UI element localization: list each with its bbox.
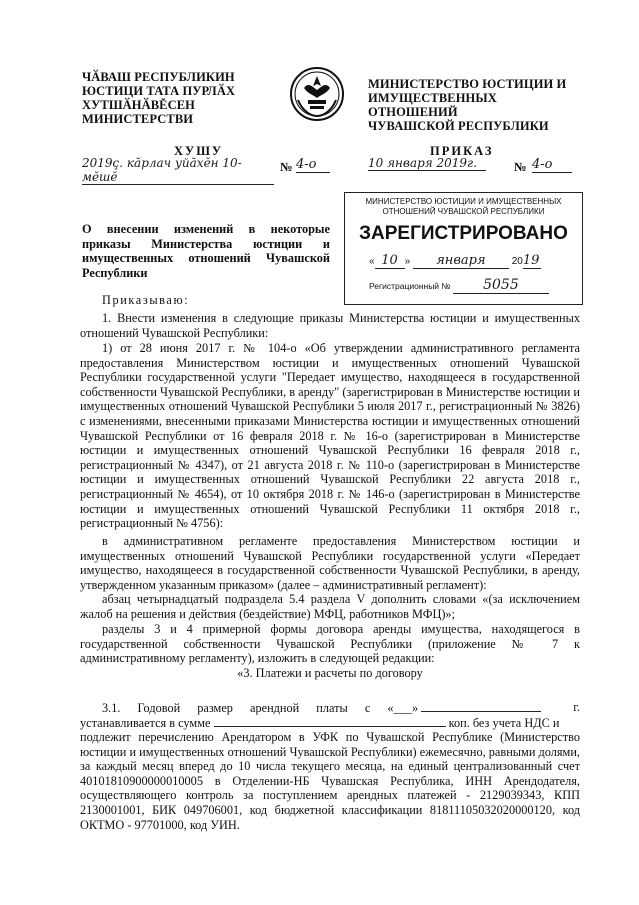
header-right-line: МИНИСТЕРСТВО ЮСТИЦИИ И [368,77,567,91]
order-number-left: 4-о [296,157,330,173]
document-title: О внесении изменений в некоторые приказы Министерства юстиции и имущественных отношений Чувашской Республики [82,222,330,280]
order-verb: Приказываю: [102,293,190,307]
blank-sum [214,715,446,727]
clause-3-1-sum-end: коп. без учета НДС и [448,716,560,730]
clause-3-1-year: г. [573,700,580,714]
blank-date [421,700,541,712]
stamp-year-prefix: 20 [511,256,523,267]
stamp-month: января [413,253,509,269]
order-date-chuvash: 2019ҫ. кӑрлач уйӑхӗн 10-мӗшӗ [82,156,274,185]
header-right-line: ЧУВАШСКОЙ РЕСПУБЛИКИ [368,119,549,133]
header-right-line: ИМУЩЕСТВЕННЫХ ОТНОШЕНИЙ [368,91,497,119]
header-left-line: ЮСТИЦИ ТАТА ПУРЛӐХ [82,84,236,98]
order-title-chuvash: ХУШУ [174,144,224,158]
clause-3-1-sum-label: устанавливается в сумме [80,716,211,730]
stamp-day: 10 [375,253,405,269]
stamp-year: 19 [522,253,540,268]
paragraph: подлежит перечислению Арендатором в УФК по Чувашской Республике (Министерство юстиции и имущественных отношений Чувашской Республики) ежемесячно, равными долями, за каждый месяц вперед до 10 числа текущего месяца, на единый централизованный счет 40101810900000010005 в Отделении-НБ Чувашская Республика, ИНН Арендодателя, осуществляющего контроль за поступлением арендных платежей - 2129039343, КПП 2130001001, БИК 049706001, код бюджетной классификации 81811105032020000120, код ОКТМО - 97701000, код УИН. [80,730,580,832]
stamp-reg-number: 5055 [453,277,549,294]
clause-3-1-line1 [80,700,580,716]
paragraph: 1. Внести изменения в следующие приказы Министерства юстиции и имущественных отношений Чувашской Республики: [80,311,580,340]
header-left-line: ЧӐВАШ РЕСПУБЛИКИН [82,70,235,84]
paragraph: разделы 3 и 4 примерной формы договора аренды имущества, находящегося в государственной собственности Чувашской Республики (приложение № 7 к административному регламенту), изложить в следующей редакции: [80,622,580,666]
stamp-reg-label: Регистрационный № [369,281,451,291]
order-number-label-right: № [514,160,527,174]
paragraph: абзац четырнадцатый подраздела 5.4 раздела V дополнить словами «(за исключением жалоб на решения и действия (бездействие) МФЦ, работников МФЦ)»; [80,592,580,621]
header-left [82,70,282,126]
clause-3-1-text: 3.1. Годовой размер арендной платы с «___» [102,701,419,715]
stamp-date-row: « 10 » января 2019 [369,253,540,268]
paragraph: в административном регламенте предоставления Министерством юстиции и имущественных отношений Чувашской Республики государственной услуги «Передает имущество, находящееся в государственной собственности Чувашской Республики, в аренду, утвержденном указанным приказом» (далее – административный регламент): [80,534,580,592]
paragraph: 1) от 28 июня 2017 г. № 104-о «Об утверждении административного регламента предоставления Министерством юстиции и имущественных отношений Чувашской Республики государственной услуги "Передает имущество, находящееся в государственной собственности Чувашской Республики, в аренду" (зарегистрирован в Министерстве юстиции и имущественных отношений Чувашской Республики 5 июля 2017 г., регистрационный № 3826) с изменениями, внесенными приказами Министерства юстиции и имущественных отношений Чувашской Республики от 16 февраля 2018 г. № 16-о (зарегистрирован в Министерстве юстиции и имущественных отношений Чувашской Республики 16 февраля 2018 г., регистрационный № 4347), от 21 августа 2018 г. № 110-о (зарегистрирован в Министерстве юстиции и имущественных отношений Чувашской Республики 22 августа 2018 г., регистрационный № 4654), от 10 октября 2018 г. № 146-о (зарегистрирован в Министерстве юстиции и имущественных отношений Чувашской Республики 11 октября 2018 г., регистрационный № 4756): [80,341,580,531]
header-left-line: МИНИСТЕРСТВИ [82,112,194,126]
chuvash-emblem-icon [288,64,346,124]
order-number-right: 4-о [532,157,572,173]
order-date-russian: 10 января 2019г. [368,156,486,171]
order-number-label-left: № [280,160,293,174]
clause-3-1-line2 [80,715,580,731]
stamp-org-line: ОТНОШЕНИЙ ЧУВАШСКОЙ РЕСПУБЛИКИ [382,207,545,216]
order-title-russian: ПРИКАЗ [430,144,494,158]
section-heading: «3. Платежи и расчеты по договору [237,666,423,680]
header-right [368,77,588,133]
registration-stamp [344,192,583,305]
stamp-registered: ЗАРЕГИСТРИРОВАНО [359,223,568,244]
stamp-reg-row [369,277,549,294]
header-left-line: ХУТШӐНӐВĔСЕН [82,98,196,112]
stamp-org-line: МИНИСТЕРСТВО ЮСТИЦИИ И ИМУЩЕСТВЕННЫХ [365,197,562,206]
